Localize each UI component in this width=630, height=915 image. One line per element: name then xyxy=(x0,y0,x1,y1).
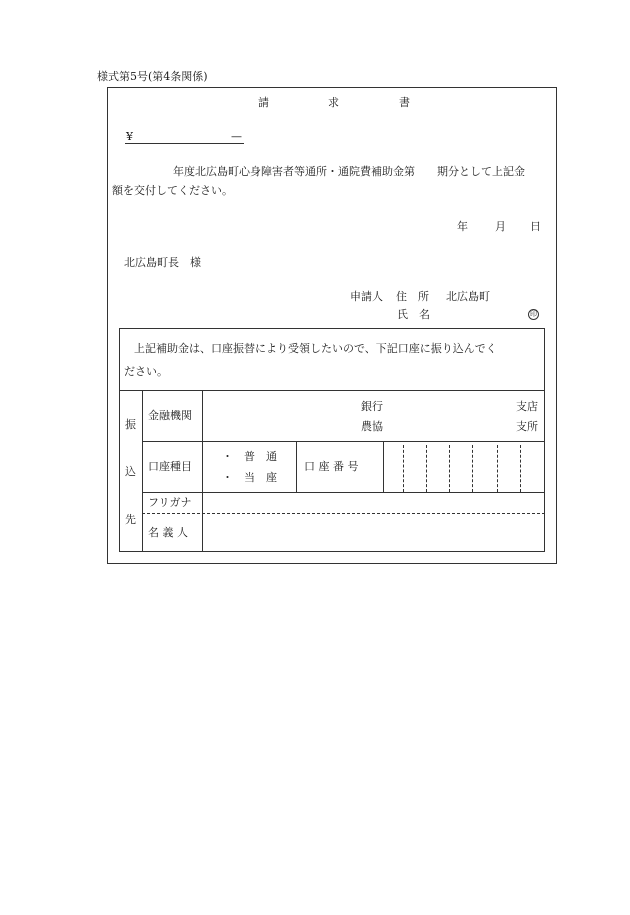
title-char-1: 請 xyxy=(258,96,269,109)
date-year: 年 xyxy=(457,220,468,233)
account-number-field[interactable] xyxy=(384,442,544,491)
applicant-label: 申請人 xyxy=(350,290,383,303)
transfer-notice-line-2: ださい。 xyxy=(124,365,168,378)
request-text-line-2: 額を交付してください。 xyxy=(112,184,233,197)
transfer-notice-line-1: 上記補助金は、口座振替により受領したいので、下記口座に振り込んでく xyxy=(134,342,497,355)
date-month: 月 xyxy=(495,220,506,233)
side-column-divider xyxy=(142,390,143,552)
date-day: 日 xyxy=(530,220,541,233)
request-text-line-1: 年度北広島町心身障害者等通所・通院費補助金第 期分として上記金 xyxy=(173,165,525,178)
table-top-border xyxy=(119,390,545,391)
bank-label: 銀行 xyxy=(361,400,383,413)
furigana-label: フリガナ xyxy=(148,496,192,509)
title-char-2: 求 xyxy=(328,96,339,109)
account-type-ordinary[interactable]: ・ 普 通 xyxy=(222,450,277,463)
side-char-3: 先 xyxy=(125,513,136,526)
side-char-1: 振 xyxy=(125,418,136,431)
account-type-current[interactable]: ・ 当 座 xyxy=(222,471,277,484)
side-char-2: 込 xyxy=(125,465,136,478)
holder-label: 名 義 人 xyxy=(148,526,188,539)
title-char-3: 書 xyxy=(399,96,410,109)
seal-icon: 印 xyxy=(530,310,537,318)
addressee: 北広島町長 様 xyxy=(124,256,201,269)
form-number: 様式第5号(第4条関係) xyxy=(97,70,208,83)
branch-label: 支店 xyxy=(516,400,538,413)
holder-field[interactable] xyxy=(203,514,544,551)
address-value: 北広島町 xyxy=(446,290,490,303)
account-number-label: 口 座 番 号 xyxy=(304,460,359,473)
account-type-divider xyxy=(296,441,297,492)
institution-label: 金融機関 xyxy=(148,409,192,422)
furigana-field[interactable] xyxy=(203,493,544,512)
account-type-label: 口座種目 xyxy=(148,460,192,473)
address-label: 住 所 xyxy=(396,290,429,303)
coop-label: 農協 xyxy=(361,420,383,433)
amount-dash: — xyxy=(231,130,242,143)
office-label: 支所 xyxy=(516,420,538,433)
yen-symbol: ¥ xyxy=(126,130,133,143)
name-label: 氏 名 xyxy=(397,308,430,321)
amount-field[interactable] xyxy=(125,143,244,144)
